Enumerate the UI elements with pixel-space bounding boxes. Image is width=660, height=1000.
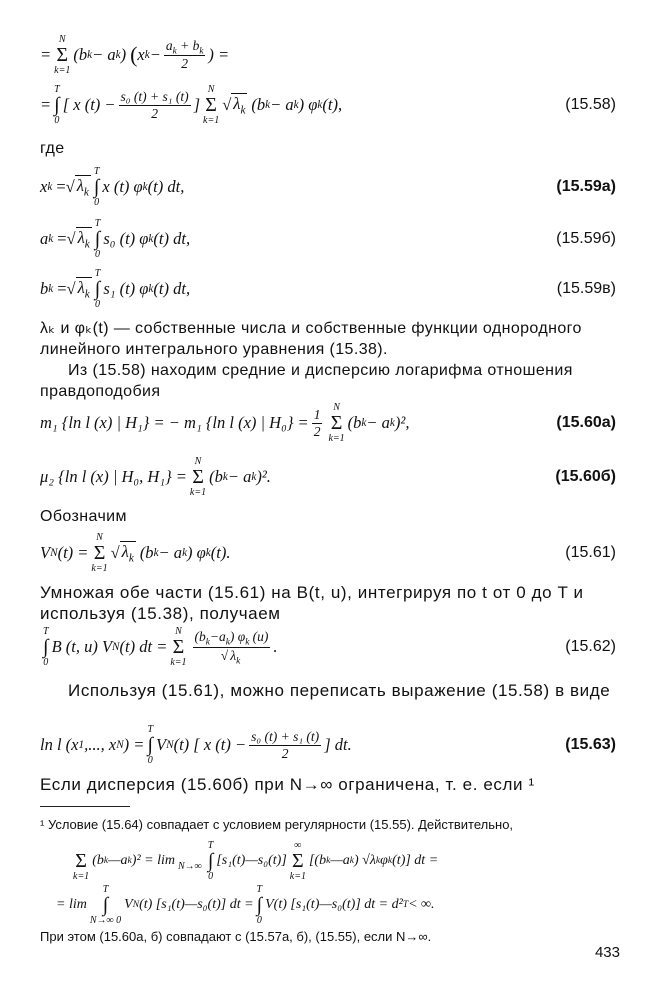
fraction: $\frac{\text{s₀ (t) + s₁ (t)}}{2}$ bbox=[251, 728, 320, 761]
integral-operator: T ∫ 0 bbox=[207, 840, 214, 882]
equation-number: (15.61) bbox=[565, 544, 616, 561]
equation-number: (15.60б) bbox=[555, 468, 616, 485]
equation-number: (15.63) bbox=[565, 736, 616, 753]
integral-operator: T ∫ 0 bbox=[256, 884, 263, 926]
sum-operator: N Σ k=1 bbox=[328, 402, 345, 444]
integral-operator: T ∫ 0 bbox=[43, 626, 49, 668]
footnote-outro: При этом (15.60а, б) совпадают с (15.57а, б), (15.55), если N→∞. bbox=[40, 929, 432, 944]
equation-number: (15.62) bbox=[565, 638, 616, 655]
paragraph-eigen: λₖ и φₖ(t) — собственные числа и собственные функции однородного линейного интегрального уравнения (15.38). bbox=[40, 320, 582, 358]
equation-number: (15.59б) bbox=[556, 230, 616, 247]
equation-15-58 bbox=[40, 84, 616, 126]
footnote-equation-2: = lim T ∫ N→∞ 0 V N (t) [s₁(t)—s₀(t)] dt = T ∫ 0 V(t) [s₁(t)—s₀(t)] dt = d² T < ∞. bbox=[56, 884, 435, 926]
equation-15-59a: x k = √ $\lambda_k$ T ∫ 0 x (t) φ k (t) dt, (15.59а) bbox=[40, 166, 616, 208]
sum-operator: N Σ k=1 bbox=[189, 456, 207, 498]
fraction: $\frac{(b_k-a_k) \varphi_k (u)}{√ \lambda_k}$ bbox=[194, 628, 269, 666]
fraction: $\frac{a_k + b_k}{2}$ bbox=[165, 37, 204, 72]
sum-operator: N Σ k=1 bbox=[203, 84, 220, 126]
footnote-equation-1: Σ k=1 (b k —a k )² = lim N→∞ T ∫ 0 [s₁(t)—s₀(t)] ∞ Σ k=1 [(b k —a k ) √λ k φ k (t)] dt = bbox=[73, 840, 439, 882]
paragraph-multiply: Умножая обе части (15.61) на B(t, u), интегрируя по t от 0 до T и используя (15.38), получаем bbox=[40, 583, 584, 623]
integral-operator: T ∫ 0 bbox=[93, 166, 100, 208]
equation-number: (15.59в) bbox=[556, 280, 616, 297]
equation-15-62: T ∫ 0 B (t, u) V N (t) dt = N Σ k=1 $\frac{(b_k-a_k) \varphi_k (u)}{√ \lambda_k}$ . (15.62) bbox=[43, 626, 616, 668]
integral-operator: T ∫ 0 bbox=[54, 84, 60, 126]
sum-operator: N Σ k=1 bbox=[54, 34, 71, 76]
paragraph-means: Из (15.58) находим средние и дисперсию логарифма отношения правдоподобия bbox=[40, 362, 573, 400]
integral-operator: T ∫ N→∞ 0 bbox=[89, 884, 122, 926]
equation-continuation bbox=[40, 34, 616, 76]
equation-number: (15.58) bbox=[565, 96, 616, 113]
equation-15-60b: μ₂ {ln l (x) | H₀, H₁} = N Σ k=1 (b k − a k )². (15.60б) bbox=[40, 456, 616, 498]
equation-body: = N Σ k=1 (b k − a k ) ( x k − $\frac{a_k + b_k}{2}$ ) = bbox=[40, 34, 230, 76]
paragraph-denote: Обозначим bbox=[40, 508, 127, 525]
text-gde: где bbox=[40, 140, 65, 157]
paragraph-condition: Если дисперсия (15.60б) при N→∞ ограничена, т. е. если ¹ bbox=[40, 775, 535, 794]
sum-operator: ∞ Σ k=1 bbox=[289, 840, 306, 882]
fraction: $\frac{\text{s₀ (t) + s₁ (t)}}{2}$ bbox=[120, 88, 189, 121]
equation-15-59b: a k = √ $\lambda_k$ T ∫ 0 s₀ (t) φ k (t) dt, (15.59б) bbox=[40, 218, 616, 260]
equation-15-61: V N (t) = N Σ k=1 √ $\lambda_k$ (b k − a k ) φ k (t). (15.61) bbox=[40, 532, 616, 574]
fraction: $\frac{1}{2}$ bbox=[313, 406, 321, 439]
sum-operator: N Σ k=1 bbox=[91, 532, 108, 574]
equation-15-63: ln l (x 1 ,..., x N ) = T ∫ 0 V N (t) [ x (t) − $\frac{\text{s₀ (t) + s₁ (t)}}{2}$ ] dt. (15.63) bbox=[40, 724, 616, 766]
integral-operator: T ∫ 0 bbox=[147, 724, 153, 766]
equation-number: (15.60а) bbox=[556, 414, 616, 431]
equation-number: (15.59а) bbox=[556, 178, 616, 195]
page-number: 433 bbox=[594, 944, 620, 961]
paragraph-rewrite: Используя (15.61), можно переписать выражение (15.58) в виде bbox=[68, 681, 611, 700]
integral-operator: T ∫ 0 bbox=[94, 268, 101, 310]
sum-operator: Σ k=1 bbox=[73, 850, 90, 882]
equation-15-60a: m₁ {ln l (x) | H₁} = − m₁ {ln l (x) | H₀} = $\frac{1}{2}$ N Σ k=1 (b k − a k )², (15.60а) bbox=[40, 402, 616, 444]
equation-15-59c: b k = √ $\lambda_k$ T ∫ 0 s₁ (t) φ k (t) dt, (15.59в) bbox=[40, 268, 616, 310]
footnote-intro: ¹ Условие (15.64) совпадает с условием регулярности (15.55). Действительно, bbox=[40, 817, 514, 832]
footnote-divider bbox=[40, 806, 130, 807]
equation-body: = T ∫ 0 [ x (t) − $\frac{\text{s₀ (t) + s₁ (t)}}{2}$ ] N Σ k=1 √ $\lambda_k$ (b k − a k ) φ k (t), bbox=[40, 84, 343, 126]
sum-operator: N Σ k=1 bbox=[170, 626, 187, 668]
integral-operator: T ∫ 0 bbox=[94, 218, 101, 260]
